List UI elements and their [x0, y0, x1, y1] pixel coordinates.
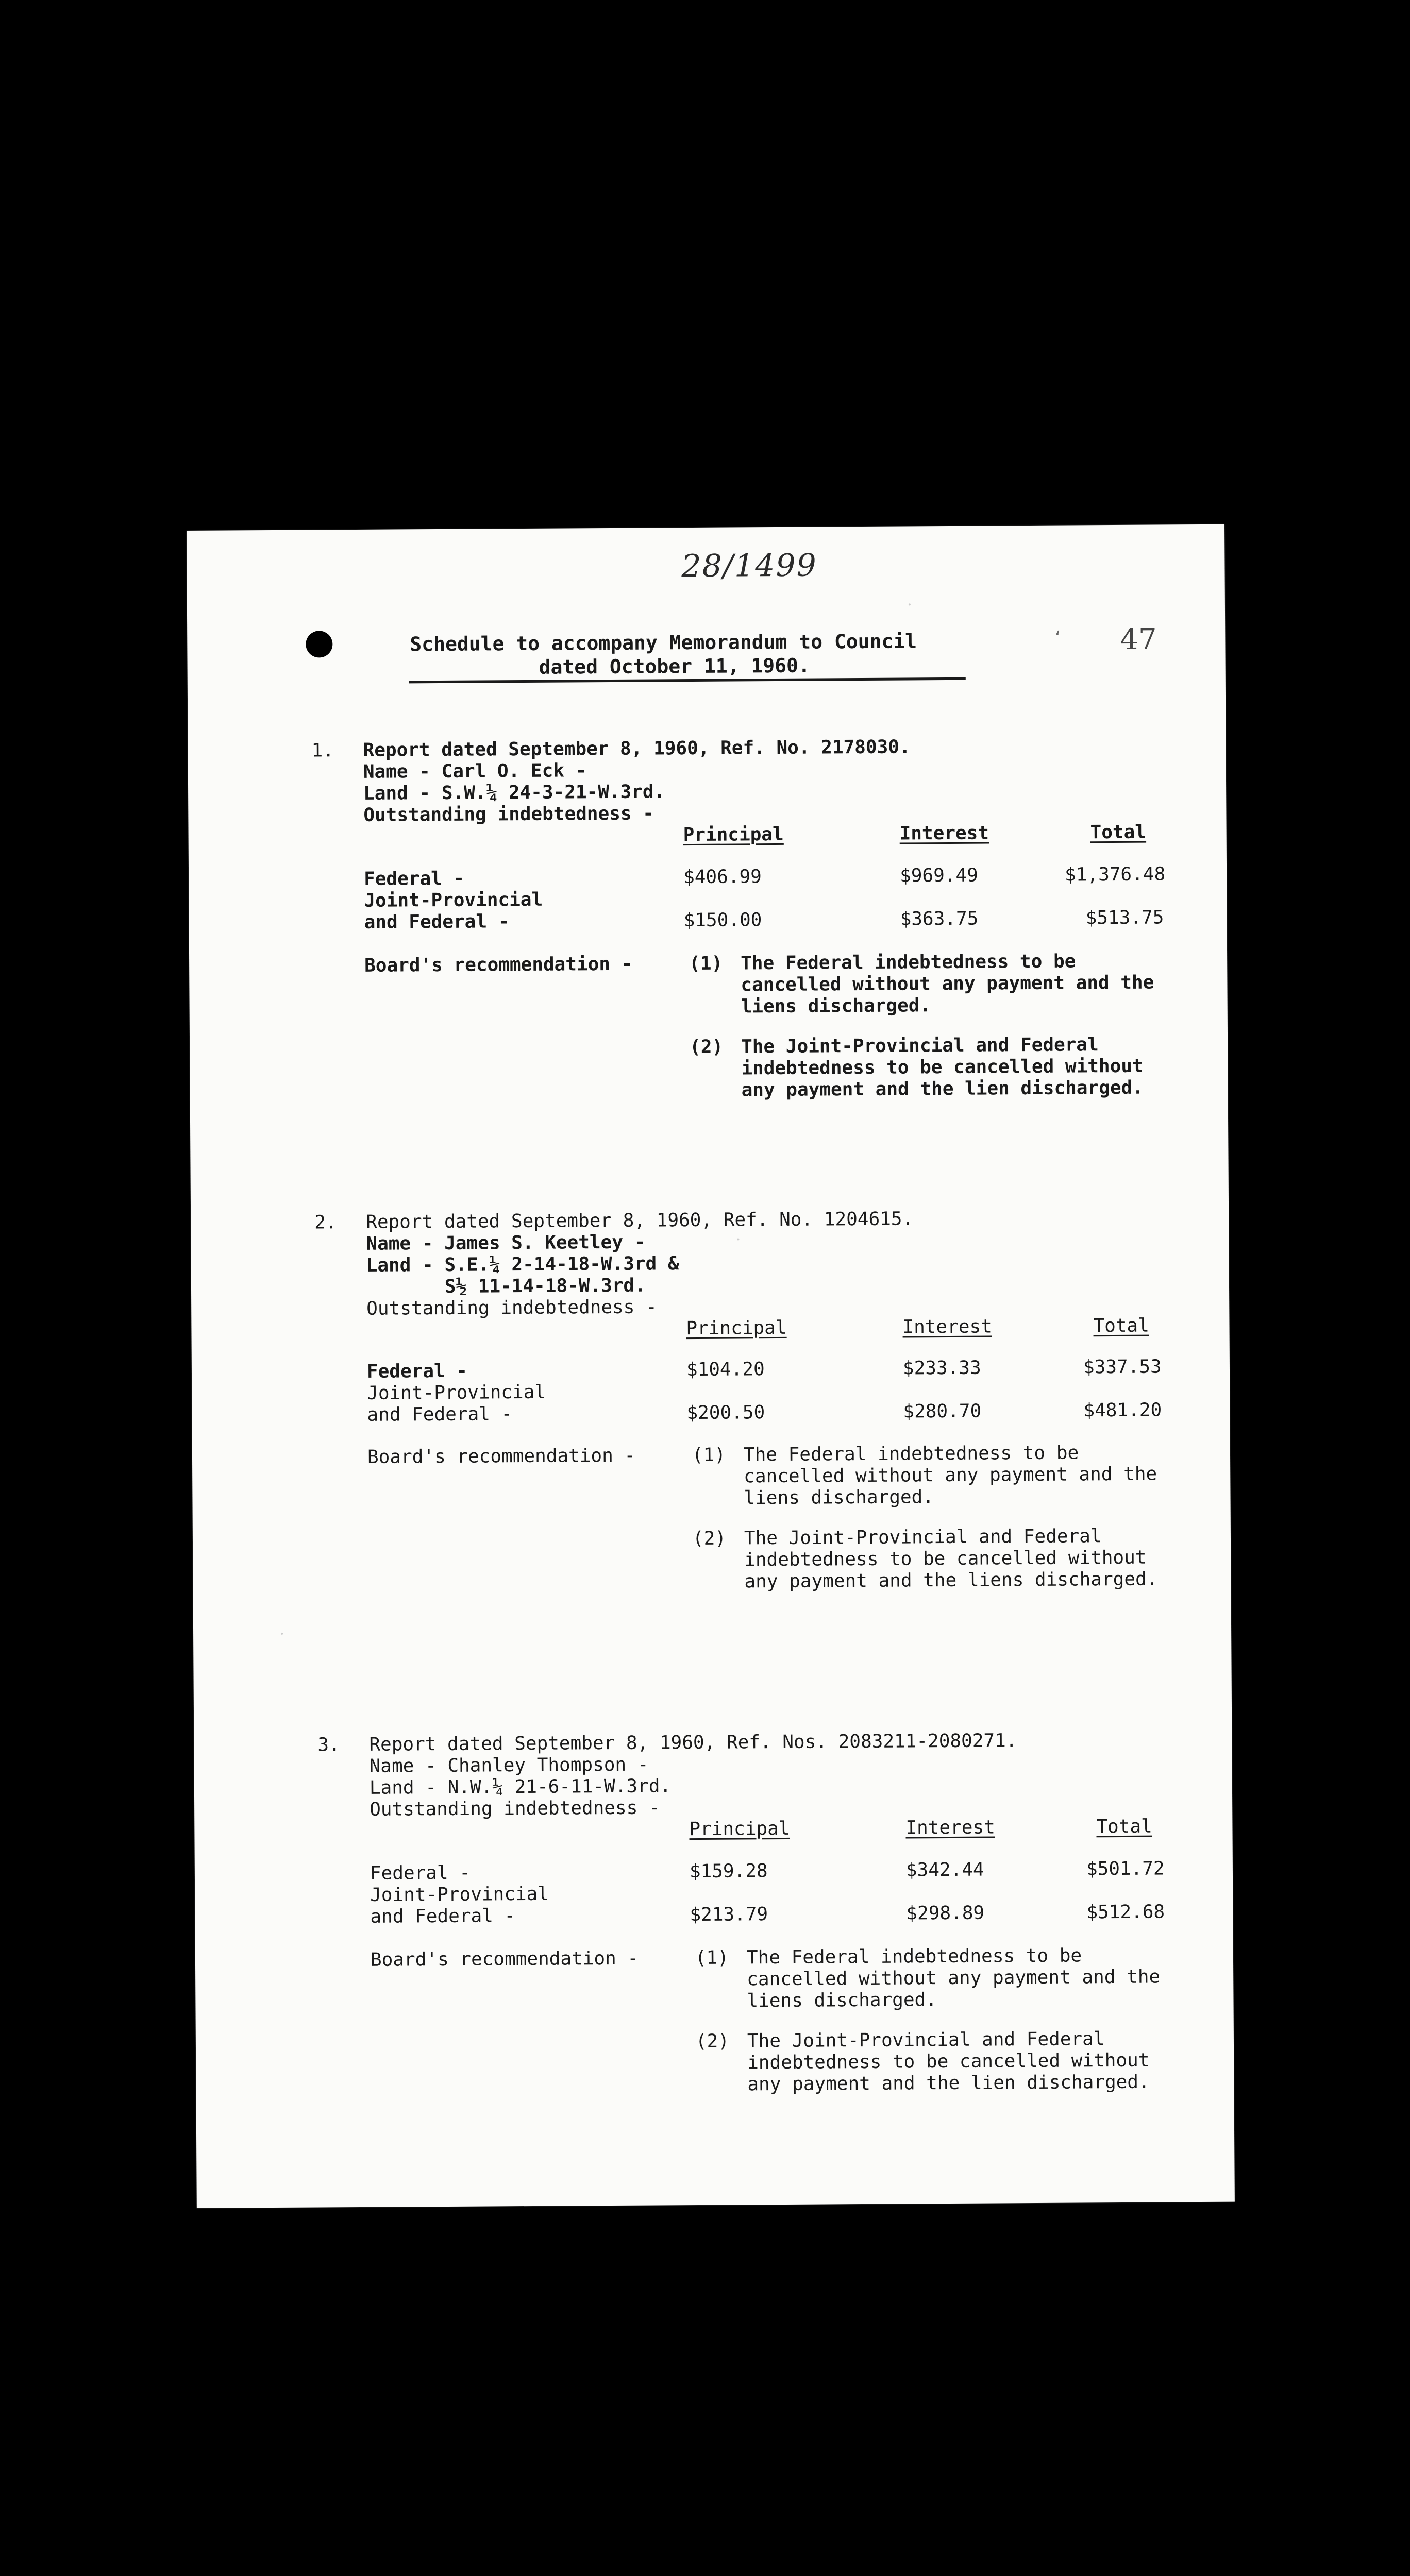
recommendation-text: liens discharged. [741, 995, 931, 1018]
joint-total: $512.68 [1086, 1901, 1165, 1923]
report-line: Report dated September 8, 1960, Ref. No. 2178030. [363, 736, 911, 761]
column-headers [364, 821, 1209, 852]
joint-principal: $213.79 [690, 1904, 768, 1926]
recommendation-number: (1) [695, 1947, 729, 1969]
name-line: Name - James S. Keetley - [366, 1231, 646, 1255]
joint-row [367, 1399, 1222, 1426]
recommendation-1 [695, 1944, 1226, 2012]
recommendation-text: indebtedness to be cancelled without [741, 1055, 1144, 1079]
federal-principal: $159.28 [689, 1860, 768, 1883]
schedule-entry-2 [314, 1207, 1224, 1624]
interest-header: Interest [899, 822, 989, 844]
name-line: Name - Chanley Thompson - [369, 1754, 649, 1777]
recommendation-text: liens discharged. [747, 1989, 937, 2012]
federal-label: Federal - [366, 1360, 468, 1382]
joint-interest: $280.70 [903, 1400, 982, 1422]
federal-interest: $969.49 [899, 865, 978, 887]
entry-number: 1. [311, 740, 334, 761]
principal-header: Principal [689, 1818, 790, 1840]
federal-total: $1,376.48 [1064, 863, 1166, 886]
entry-number: 3. [317, 1734, 340, 1756]
punch-hole [306, 631, 332, 657]
header-line-1: Schedule to accompany Memorandum to Council [410, 630, 917, 656]
name-line: Name - Carl O. Eck - [363, 760, 587, 783]
recommendation-text: any payment and the lien discharged. [747, 2071, 1150, 2095]
recommendation-text: The Joint-Provincial and Federal [741, 1034, 1099, 1058]
federal-principal: $104.20 [686, 1359, 765, 1381]
joint-interest: $298.89 [906, 1902, 985, 1924]
federal-label: Federal - [364, 868, 465, 890]
joint-principal: $150.00 [683, 909, 762, 931]
total-header: Total [1096, 1816, 1152, 1838]
header-line-2: dated October 11, 1960. [539, 654, 810, 679]
federal-total: $337.53 [1083, 1356, 1162, 1378]
schedule-header [409, 628, 1182, 680]
recommendation-text: cancelled without any payment and the [744, 1463, 1157, 1487]
recommendation-text: liens discharged. [744, 1486, 934, 1509]
recommendation-text: cancelled without any payment and the [747, 1966, 1161, 1990]
recommendation-2 [695, 2028, 1227, 2095]
recommendation-text: The Federal indebtedness to be [743, 1442, 1079, 1466]
federal-principal: $406.99 [683, 866, 762, 888]
land-line: Land - N.W.¼ 21-6-11-W.3rd. [369, 1775, 672, 1799]
joint-label-2: and Federal - [370, 1905, 516, 1927]
federal-interest: $233.33 [902, 1357, 981, 1379]
recommendation-number: (1) [689, 953, 723, 975]
column-headers [370, 1816, 1215, 1846]
recommendation-number: (2) [695, 2030, 730, 2053]
joint-interest: $363.75 [900, 908, 979, 930]
recommendation-2 [692, 1525, 1223, 1592]
recommendation-text: any payment and the lien discharged. [741, 1077, 1144, 1101]
total-header: Total [1090, 821, 1147, 843]
board-recommendation-label: Board's recommendation - [370, 1947, 639, 1971]
recommendation-2 [690, 1033, 1220, 1101]
joint-label-2: and Federal - [367, 1403, 513, 1426]
principal-header: Principal [683, 823, 784, 846]
recommendation-text: indebtedness to be cancelled without [747, 2049, 1150, 2074]
recommendation-text: cancelled without any payment and the [741, 972, 1154, 996]
recommendation-text: any payment and the liens discharged. [744, 1568, 1158, 1592]
board-recommendation-label: Board's recommendation - [367, 1445, 636, 1468]
federal-label: Federal - [370, 1862, 471, 1884]
joint-label-2: and Federal - [364, 911, 510, 933]
joint-total: $513.75 [1085, 907, 1164, 929]
recommendation-number: (2) [692, 1528, 727, 1550]
entry-number: 2. [314, 1212, 337, 1233]
outstanding-line: Outstanding indebtedness - [370, 1797, 660, 1820]
schedule-entry-3 [317, 1729, 1227, 2126]
report-line: Report dated September 8, 1960, Ref. No. 1204615. [366, 1208, 914, 1233]
page-number: 47 [1120, 622, 1157, 656]
paper-speck [909, 603, 911, 605]
joint-total: $481.20 [1083, 1399, 1162, 1421]
column-headers [366, 1315, 1212, 1346]
schedule-entry-1 [311, 735, 1220, 1122]
joint-label-1: Joint-Provincial [364, 889, 543, 911]
outstanding-line: Outstanding indebtedness - [363, 803, 654, 826]
recommendation-1 [689, 950, 1220, 1018]
joint-principal: $200.50 [686, 1402, 765, 1424]
joint-label-1: Joint-Provincial [367, 1381, 546, 1404]
report-line: Report dated September 8, 1960, Ref. Nos. 2083211-2080271. [369, 1730, 1017, 1755]
handwritten-reference: 28/1499 [681, 547, 817, 585]
recommendation-text: The Federal indebtedness to be [746, 1945, 1082, 1969]
recommendation-text: indebtedness to be cancelled without [744, 1547, 1147, 1571]
recommendation-1 [692, 1442, 1223, 1509]
recommendation-text: The Joint-Provincial and Federal [744, 1526, 1102, 1549]
joint-row [364, 907, 1220, 934]
board-recommendation-label: Board's recommendation - [364, 953, 633, 976]
margin-mark: ‘ [1053, 628, 1063, 647]
land-line: Land - S.W.¼ 24-3-21-W.3rd. [363, 781, 665, 804]
paper-speck [737, 1238, 739, 1240]
total-header: Total [1093, 1315, 1149, 1337]
federal-total: $501.72 [1086, 1858, 1165, 1880]
outstanding-line: Outstanding indebtedness - [366, 1296, 657, 1319]
recommendation-text: The Joint-Provincial and Federal [747, 2028, 1105, 2052]
joint-label-1: Joint-Provincial [370, 1883, 549, 1906]
interest-header: Interest [902, 1316, 992, 1338]
land-line: Land - S.E.¼ 2-14-18-W.3rd & [366, 1253, 679, 1276]
recommendation-number: (2) [690, 1036, 724, 1058]
joint-row [370, 1901, 1226, 1928]
paper-speck [281, 1633, 283, 1635]
principal-header: Principal [686, 1317, 787, 1340]
land-line: S½ 11-14-18-W.3rd. [366, 1275, 646, 1298]
federal-interest: $342.44 [905, 1859, 984, 1881]
document-page [187, 524, 1235, 2208]
recommendation-number: (1) [692, 1444, 726, 1466]
recommendation-text: The Federal indebtedness to be [741, 951, 1076, 974]
interest-header: Interest [905, 1817, 995, 1839]
